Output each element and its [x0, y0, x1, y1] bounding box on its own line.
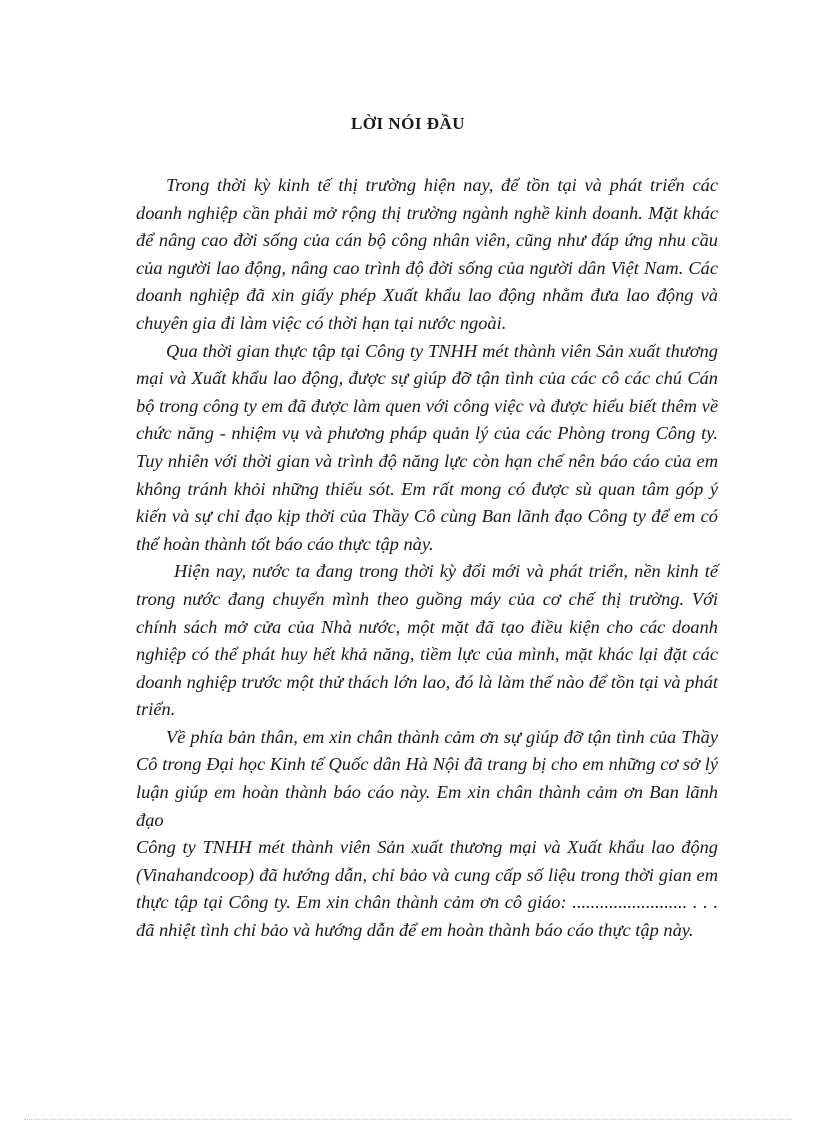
page-title: LỜI NÓI ĐẦU	[350, 114, 466, 133]
paragraph-internship: Qua thời gian thực tập tại Công ty TNHH mét thành viên Sản xuất thương mại và Xuất khẩu lao động, được sự giúp đỡ tận tình của các cô các chú Cán bộ trong công ty em đã được làm quen với công việc và được hiểu biết thêm về chức năng - nhiệm vụ và phương pháp quản lý của các Phòng trong Công ty. Tuy nhiên với thời gian và trình độ năng lực còn hạn chế nên báo cáo của em không tránh khỏi những thiếu sót. Em rất mong có được sù quan tâm góp ý kiến và sự chỉ đạo kịp thời của Thầy Cô cùng Ban lãnh đạo Công ty để em có thể hoàn thành tốt báo cáo thực tập này.	[136, 340, 718, 554]
paragraph-company-thanks: Công ty TNHH mét thành viên Sản xuất thương mại và Xuất khẩu lao động (Vinahandcoop) đã hướng dẫn, chỉ bảo và cung cấp số liệu trong thời gian em thực tập tại Công ty. Em xin chân thành cảm ơn cô giáo: ......................... . . . đã nhiệt tình chỉ bảo và hướng dẫn để em hoàn thành báo cáo thực tập này.	[136, 837, 718, 941]
body-text	[136, 172, 718, 945]
paragraph-intro: Trong thời kỳ kinh tế thị trường hiện nay, để tồn tại và phát triển các doanh nghiệp cần phải mở rộng thị trường ngành nghề kinh doanh. Mặt khác để nâng cao đời sống của cán bộ công nhân viên, cũng như đáp ứng nhu cầu của người lao động, nâng cao trình độ đời sống của người dân Việt Nam. Các doanh nghiệp đã xin giấy phép Xuất khẩu lao động nhằm đưa lao động và chuyên gia đi làm việc có thời hạn tại nước ngoài.	[136, 175, 718, 333]
page-bottom-rule	[24, 1119, 792, 1120]
paragraph-context: Hiện nay, nước ta đang trong thời kỳ đổi mới và phát triển, nền kinh tế trong nước đang chuyển mình theo guồng máy của cơ chế thị trường. Với chính sách mở cửa của Nhà nước, một mặt đã tạo điều kiện cho các doanh nghiệp có thể phát huy hết khả năng, tiềm lực của mình, mặt khác lại đặt các doanh nghiệp trước một thử thách lớn lao, đó là làm thế nào để tồn tại và phát triển.	[136, 561, 718, 720]
paragraph-thanks: Về phía bản thân, em xin chân thành cảm ơn sự giúp đỡ tận tình của Thầy Cô trong Đại học Kinh tế Quốc dân Hà Nội đã trang bị cho em những cơ sở lý luận giúp em hoàn thành báo cáo này. Em xin chân thành cảm ơn Ban lãnh đạo	[136, 726, 718, 830]
